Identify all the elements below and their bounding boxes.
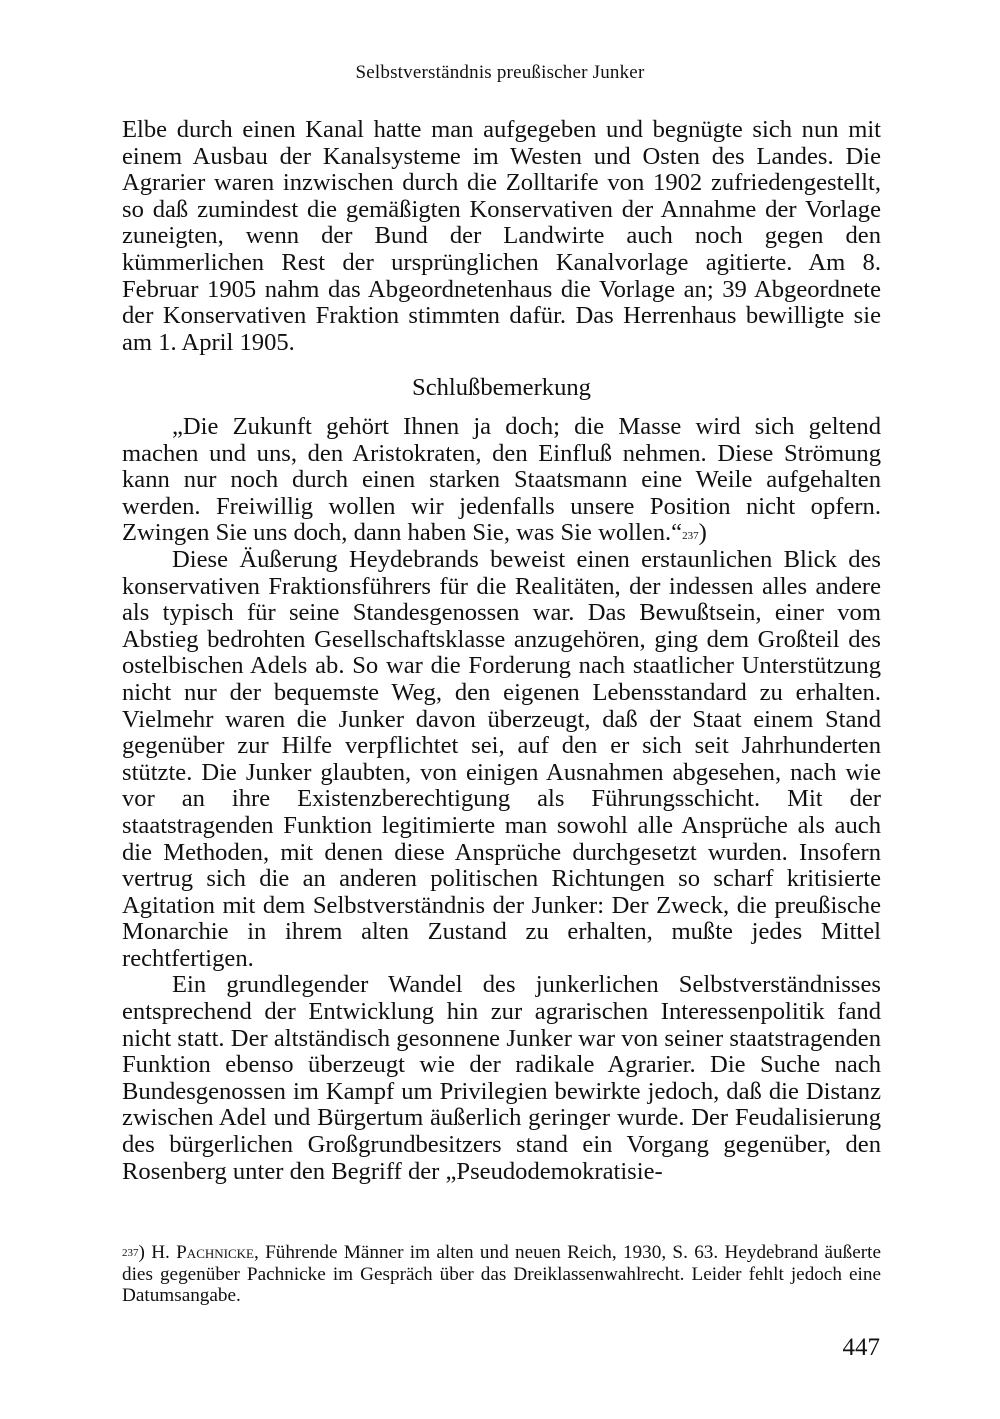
footnote-block — [122, 1242, 881, 1307]
body-text-block-1 — [122, 117, 881, 356]
footnote-author-initial: H. — [151, 1242, 170, 1263]
quote-paragraph — [122, 414, 881, 547]
footnote-text: , Führende Männer im alten und neuen Reich, 1930, S. 63. Heydebrand äußerte dies gegenüber Pachnicke im Gespräch über das Dreiklassenwahlrecht. Leider fehlt jedoch eine Datumsangabe. — [122, 1242, 881, 1307]
body-text-block-2 — [122, 414, 881, 1185]
footnote-marker: 237 — [122, 1247, 139, 1259]
running-head: Selbstverständnis preußischer Junker — [355, 62, 645, 83]
continuation-paragraph: Elbe durch einen Kanal hatte man aufgegeben und begnügte sich nun mit einem Ausbau der Kanalsysteme im Westen und Osten des Landes. Die Agrarier waren inzwischen durch die Zolltarife von 1902 zufriedengestellt, so daß zumindest die gemäßigten Konservativen der Annahme der Vorlage zuneigten, wenn der Bund der Landwirte auch noch gegen den kümmerlichen Rest der ursprünglichen Kanalvorlage agitierte. Am 8. Februar 1905 nahm das Abgeordnetenhaus die Vorlage an; 39 Abgeordnete der Konservativen Fraktion stimmten dafür. Das Herrenhaus bewilligte sie am 1. April 1905. — [122, 116, 881, 356]
footnote-author: Pachnicke — [176, 1242, 254, 1263]
footnote-reference: 237 — [682, 530, 699, 543]
footnote — [122, 1242, 881, 1307]
quote-text: „Die Zukunft gehört Ihnen ja doch; die Masse wird sich geltend machen und uns, den Aristokraten, den Einfluß nehmen. Diese Strömung kann nur noch durch einen starken Staatsmann eine Weile aufgehalten werden. Freiwillig wollen wir jedenfalls unsere Position nicht opfern. Zwingen Sie uns doch, dann haben Sie, was Sie wollen.“ — [122, 413, 881, 547]
paragraph-3: Ein grundlegender Wandel des junkerlichen Selbstverständnisses entsprechend der Entwicklung hin zur agrarischen Interessenpolitik fand nicht statt. Der altständisch gesonnene Junker war von seiner staatstragenden Funktion ebenso überzeugt wie der radikale Agrarier. Die Suche nach Bundesgenossen im Kampf um Privilegien bewirkte jedoch, daß die Distanz zwischen Adel und Bürgertum äußerlich geringer wurde. Der Feudalisierung des bürgerlichen Großgrundbesitzers stand ein Vorgang gegenüber, den Rosenberg unter den Begriff der „Pseudodemokratisie- — [122, 971, 881, 1185]
paragraph-2: Diese Äußerung Heydebrands beweist einen erstaunlichen Blick des konservativen Fraktionsführers für die Realitäten, der indessen alles andere als typisch für seine Standesgenossen war. Das Bewußtsein, einer vom Abstieg bedrohten Gesellschaftsklasse anzugehören, ging dem Großteil des ostelbischen Adels ab. So war die Forderung nach staatlicher Unterstützung nicht nur der bequemste Weg, den eigenen Lebensstandard zu erhalten. Vielmehr waren die Junker davon überzeugt, daß der Staat einem Stand gegenüber zur Hilfe verpflichtet sei, auf den er sich seit Jahrhunderten stützte. Die Junker glaubten, von einigen Ausnahmen abgesehen, nach wie vor an ihre Existenzberechtigung als Führungsschicht. Mit der staatstragenden Funktion legitimierte man sowohl alle Ansprüche als auch die Methoden, mit denen diese Ansprüche durchgesetzt wurden. Insofern vertrug sich die an anderen politischen Richtungen so scharf kritisierte Agitation mit dem Selbstverständnis der Junker: Der Zweck, die preußische Monarchie in ihrem alten Zustand zu erhalten, mußte jedes Mittel rechtfertigen. — [122, 545, 881, 972]
section-heading: Schlußbemerkung — [412, 374, 591, 401]
page-number: 447 — [842, 1334, 880, 1361]
section-heading-block — [122, 375, 881, 402]
quote-closing: ) — [698, 519, 707, 547]
footnote-marker-close: ) — [138, 1242, 145, 1263]
